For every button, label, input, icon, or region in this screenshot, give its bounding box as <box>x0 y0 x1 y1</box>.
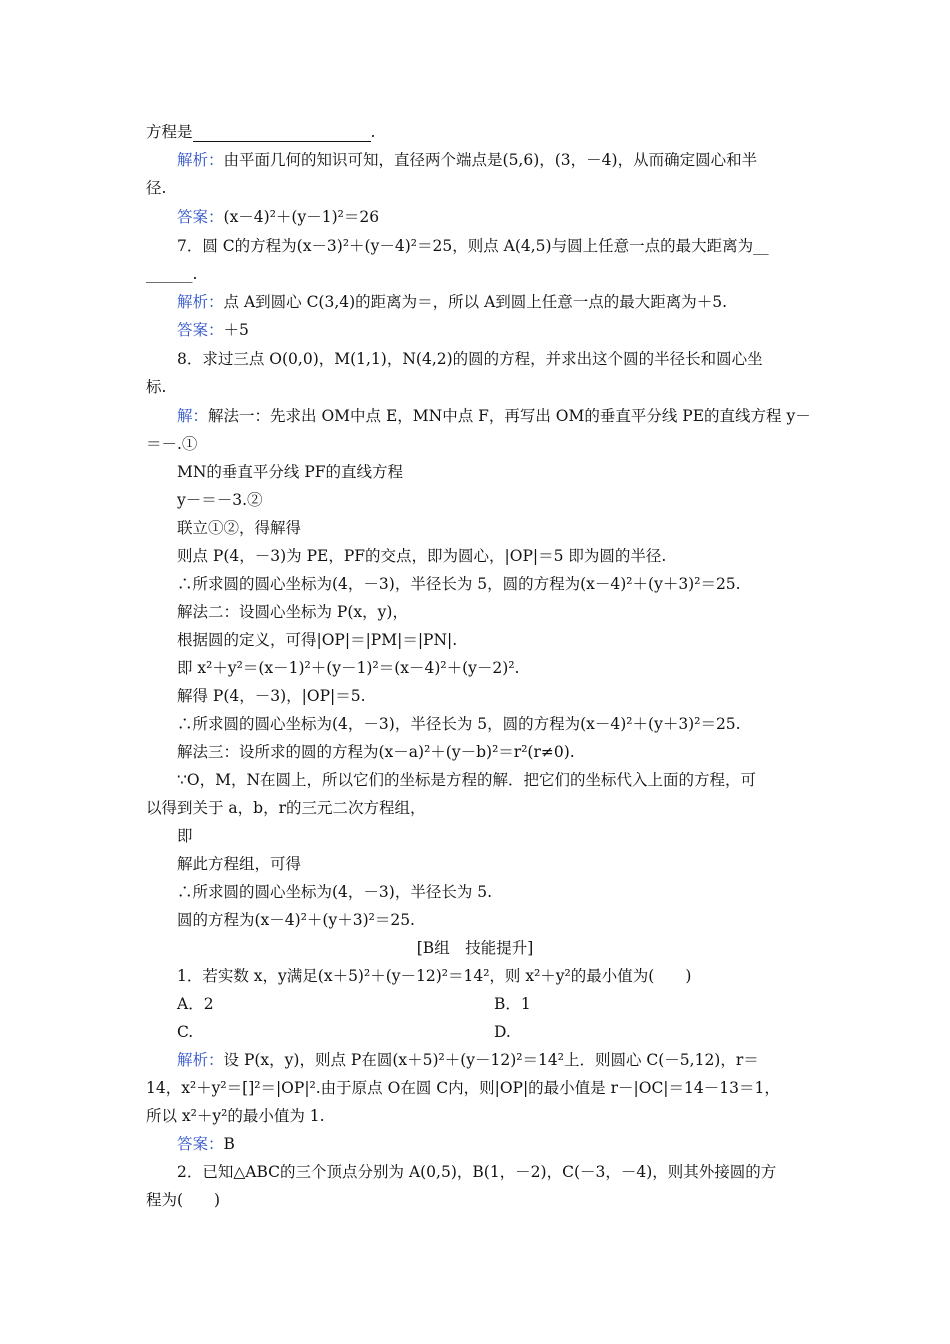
analysis-line: 解析：设 P(x，y)，则点 P在圆(x＋5)²＋(y－12)²＝14²上．则圆心 C(－5,12)，r＝ <box>177 1051 759 1069</box>
question-8: 8．求过三点 O(0,0)，M(1,1)，N(4,2)的圆的方程，并求出这个圆的半径长和圆心坐 <box>177 350 763 368</box>
option-b: B．1 <box>494 995 531 1013</box>
solution-line: 解：解法一：先求出 OM中点 E，MN中点 F，再写出 OM的垂直平分线 PE的直线方程 y－ <box>177 407 811 425</box>
text-line: ∴所求圆的圆心坐标为(4，－3)，半径长为 5. <box>177 883 493 901</box>
option-c: C. <box>177 1023 194 1041</box>
text-line: 即 x²＋y²＝(x－1)²＋(y－1)²＝(x－4)²＋(y－2)². <box>177 659 520 677</box>
text-line: 解法二：设圆心坐标为 P(x，y)， <box>177 603 408 621</box>
text-line: 14，x²＋y²＝[]²＝|OP|².由于原点 O在圆 C内，则|OP|的最小值是 r－|OC|＝14－13＝1， <box>146 1079 780 1097</box>
analysis-line: 解析：点 A到圆心 C(3,4)的距离为＝，所以 A到圆上任意一点的最大距离为＋5. <box>177 293 728 311</box>
solution-label: 解： <box>177 407 209 425</box>
text-line: 圆的方程为(x－4)²＋(y＋3)²＝25. <box>177 911 415 929</box>
answer-line: 答案：(x－4)²＋(y－1)²＝26 <box>177 208 380 226</box>
answer-line: 答案：＋5 <box>177 321 249 339</box>
text-line: 根据圆的定义，可得|OP|＝|PM|＝|PN|. <box>177 631 458 649</box>
text-line: 即 <box>177 827 193 845</box>
answer-line: 答案：B <box>177 1135 235 1153</box>
text-line: ∴所求圆的圆心坐标为(4，－3)，半径长为 5，圆的方程为(x－4)²＋(y＋3)²＝25. <box>177 715 741 733</box>
text-line: ______. <box>146 265 198 283</box>
text-line: 以得到关于 a，b，r的三元二次方程组， <box>146 799 426 817</box>
text-line: 所以 x²＋y²的最小值为 1. <box>146 1107 325 1125</box>
option-d: D. <box>494 1023 511 1041</box>
question-7: 7．圆 C的方程为(x－3)²＋(y－4)²＝25，则点 A(4,5)与圆上任意一点的最大距离为__ <box>177 237 769 255</box>
text-line: 解得 P(4，－3)，|OP|＝5. <box>177 687 366 705</box>
text-line: ＝－.① <box>146 435 198 453</box>
answer-label: 答案： <box>177 321 224 339</box>
analysis-label: 解析： <box>177 151 224 169</box>
text-line: 程为( ) <box>146 1191 221 1209</box>
text-line: y－＝－3.② <box>177 491 263 509</box>
text-line: 标. <box>146 378 167 396</box>
text-line: 联立①②，得解得 <box>177 519 302 537</box>
question-b1: 1．若实数 x，y满足(x＋5)²＋(y－12)²＝14²，则 x²＋y²的最小值为( ) <box>177 967 692 985</box>
analysis-label: 解析： <box>177 1051 224 1069</box>
fill-in-blank[interactable] <box>193 123 371 142</box>
text-line: 解法三：设所求的圆的方程为(x－a)²＋(y－b)²＝r²(r≠0). <box>177 743 575 761</box>
section-heading: [B组 技能提升] <box>416 939 534 957</box>
analysis-line: 解析：由平面几何的知识可知，直径两个端点是(5,6)，(3，－4)，从而确定圆心和半 <box>177 151 758 169</box>
line-answer-blank: 方程是 . <box>146 123 376 141</box>
text-line: ∵O，M，N在圆上，所以它们的坐标是方程的解．把它们的坐标代入上面的方程，可 <box>177 771 757 789</box>
text-line: 则点 P(4，－3)为 PE，PF的交点，即为圆心，|OP|＝5 即为圆的半径. <box>177 547 667 565</box>
answer-label: 答案： <box>177 1135 224 1153</box>
question-b2: 2．已知△ABC的三个顶点分别为 A(0,5)，B(1，－2)，C(－3，－4)，则其外接圆的方 <box>177 1163 777 1181</box>
analysis-label: 解析： <box>177 293 224 311</box>
answer-label: 答案： <box>177 208 224 226</box>
text-line: 解此方程组，可得 <box>177 855 302 873</box>
text-line: 径. <box>146 179 167 197</box>
text-line: ∴所求圆的圆心坐标为(4，－3)，半径长为 5，圆的方程为(x－4)²＋(y＋3)²＝25. <box>177 575 741 593</box>
option-a: A．2 <box>177 995 214 1013</box>
text-line: MN的垂直平分线 PF的直线方程 <box>177 463 404 481</box>
